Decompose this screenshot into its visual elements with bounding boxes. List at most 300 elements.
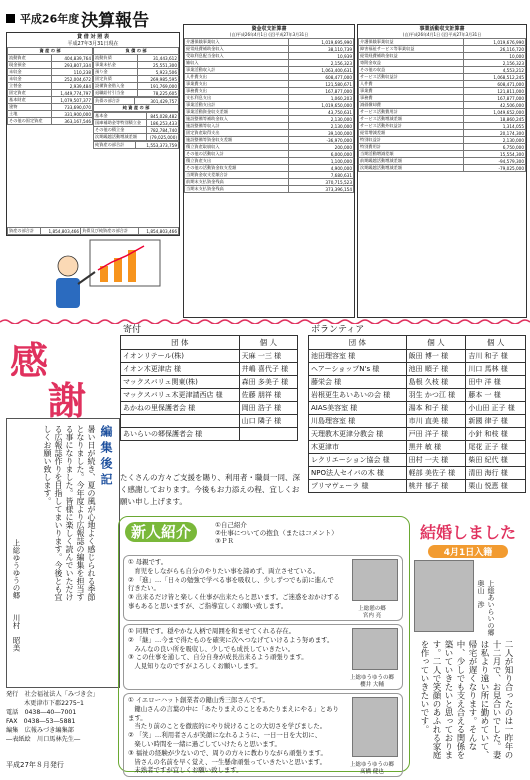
activity-row-cell: 1,068,512,245 — [464, 74, 526, 81]
net-asset-row-cell: その他の積立金 — [94, 127, 147, 134]
net-asset-row-cell: 782,784,740 — [146, 127, 178, 134]
couple-photo — [414, 560, 474, 632]
volunteer-row-cell: 黒井 敏 様 — [406, 441, 466, 454]
asset-row-cell: 未収金 — [8, 76, 52, 83]
fund-row — [185, 102, 354, 109]
activity-row-cell: 608,471,000 — [464, 81, 526, 88]
publisher-info — [6, 690, 118, 750]
total-all-label: 負債及び純資産の部合計 — [81, 228, 139, 235]
volunteer-row-cell: NPO法人セイバの木 様 — [309, 467, 407, 480]
activity-row-cell: 4,553,212 — [464, 67, 526, 74]
volunteer-row — [309, 480, 526, 493]
fund-row — [185, 186, 354, 193]
activity-table — [358, 38, 526, 172]
liabilities-header: 負 債 の 部 — [94, 48, 179, 55]
fund-row-cell: 受取利息配当金収入 — [185, 53, 289, 60]
fund-statement — [183, 24, 355, 318]
publisher-name: 社会福祉法人「みづき会」 — [24, 691, 99, 698]
fund-row — [185, 39, 354, 46]
fund-row-cell: 事業活動収入計 — [185, 67, 289, 74]
publisher-fax — [6, 717, 118, 726]
activity-row-cell: -79,025,000 — [464, 165, 526, 172]
volunteer-row-cell: 吉川 和子 様 — [466, 350, 526, 363]
activity-row — [359, 130, 526, 137]
activity-row-cell: 2,156,323 — [464, 60, 526, 67]
fund-row-cell: 施設整備等収入計 — [185, 123, 289, 130]
activity-row-cell: 当期活動増減差額 — [359, 151, 464, 158]
activity-row-cell: 寄附金収益 — [359, 60, 464, 67]
fund-statement-date: (自)平成26年4月1日 (至)平成27年3月31日 — [229, 32, 309, 37]
fund-row — [185, 165, 354, 172]
fund-row — [185, 137, 354, 144]
liability-row-cell: 退職給付引当金 — [94, 90, 138, 97]
shinjin-line: 皆さんの名前を早く覚え、一生懸命頑張っていきたいと思います。 — [128, 757, 326, 766]
asset-row-cell: 363,167,546 — [52, 118, 93, 125]
shinjin-line: 楽しい時間を一緒に過ごしていけたらと思います。 — [128, 739, 281, 748]
donation-row-cell: イオンリテール(株) — [121, 350, 240, 363]
staff-caption: 上総ゆうゆうの郷 櫻井 大輔 — [349, 675, 394, 688]
activity-row — [359, 102, 526, 109]
activity-row-cell: 6,750,000 — [464, 144, 526, 151]
fund-row-cell: 373,396,154 — [288, 186, 353, 193]
donation-row — [121, 415, 298, 428]
volunteer-row — [309, 428, 526, 441]
donation-row — [121, 350, 298, 363]
net-total — [93, 141, 179, 149]
net-asset-row-cell: 国庫補助金等特別積立金 — [94, 120, 147, 127]
activity-row-cell: 前期繰越活動増減差額 — [359, 158, 464, 165]
fund-row-cell: 雑収入 — [185, 60, 289, 67]
liability-row — [94, 83, 179, 90]
volunteer-row-cell: 島根 久枝 様 — [406, 376, 466, 389]
asset-row-cell: 基本財産 — [8, 97, 52, 104]
kekkon-title: 結婚しました — [419, 523, 516, 542]
volunteer-row — [309, 454, 526, 467]
staff-photo — [352, 697, 398, 757]
liability-row-cell: 設備資金借入金 — [94, 83, 138, 90]
activity-row-cell: 特別収益計 — [359, 137, 464, 144]
activity-row-cell: 障害福祉サービス等事業収益 — [359, 46, 464, 53]
donation-row-cell: 岡田 浩子 様 — [239, 402, 297, 415]
staff-photo — [352, 628, 398, 670]
volunteer-row-cell: 小山田 正子 様 — [466, 402, 526, 415]
shinjin-line: 育児をしながらも自分のやりたい事を諦めず、両立させている。 — [128, 566, 320, 575]
kansha-char-1: 感 — [10, 338, 49, 383]
donations-person-header: 個 人 — [239, 336, 297, 350]
donation-row — [121, 389, 298, 402]
issue-date: 平成27年８月発行 — [6, 761, 64, 769]
asset-row-cell: 293,807,334 — [52, 62, 93, 69]
liabilities-total — [93, 97, 179, 112]
volunteer-row-cell: 戸田 洋子 様 — [406, 428, 466, 441]
activity-row-cell: 介護保険事業収益 — [359, 39, 464, 46]
liability-row-cell: 5,923,506 — [138, 69, 179, 76]
shinjin-header — [125, 521, 197, 542]
fund-row-cell: 事務費支出 — [185, 88, 289, 95]
activity-row-cell: その他の収益 — [359, 67, 464, 74]
volunteer-row-cell: 藤栄会 様 — [309, 376, 407, 389]
net-asset-row-cell: 186,253,433 — [146, 120, 178, 127]
asset-row-cell: 252,004,672 — [52, 76, 93, 83]
shinjin-line: ② 「進」…「日々の勉強で学べる事を吸収し、少しずつでも前に進んで行きたい。 — [128, 575, 334, 593]
total-net-value: 1,553,373,759 — [135, 142, 178, 149]
fund-row-cell: 1,019,695,990 — [288, 39, 353, 46]
fund-row-cell: 当期資金収支差額合計 — [185, 172, 289, 179]
volunteer-row — [309, 402, 526, 415]
volunteers-title: ボランティア — [311, 325, 365, 335]
asset-row — [8, 62, 93, 69]
volunteers-group-header: 団 体 — [309, 336, 407, 350]
net-asset-row-cell: 次期繰越活動増減差額 — [94, 134, 147, 141]
activity-row-cell: 1,314,055 — [464, 123, 526, 130]
balance-sheet-title: 貸 借 対 照 表 — [77, 34, 109, 40]
activity-row — [359, 144, 526, 151]
donation-row — [121, 402, 298, 415]
fund-row-cell: 施設整備等補助金収入 — [185, 116, 289, 123]
shinjin-people — [123, 555, 403, 780]
shinjin-line: ③ 福祉の経験が少ないので、周りの方々に教わりながら頑張ります。 — [128, 748, 327, 757]
volunteer-row-cell: 尾花 正子 様 — [466, 441, 526, 454]
fund-row — [185, 67, 354, 74]
liability-row — [94, 55, 179, 62]
fund-row-cell: 167,877,000 — [288, 88, 353, 95]
activity-statement-date: (自)平成26年4月1日 (至)平成27年3月31日 — [402, 32, 482, 37]
fund-row-cell: 39,100,000 — [288, 130, 353, 137]
liability-row — [94, 76, 179, 83]
fund-row — [185, 130, 354, 137]
asset-row-cell: 立替金 — [8, 83, 52, 90]
activity-row — [359, 158, 526, 165]
volunteer-row-cell: 桃井 郁子 様 — [406, 480, 466, 493]
volunteer-row-cell: 池田理容室 様 — [309, 350, 407, 363]
liability-row-cell: 78,225,605 — [138, 90, 179, 97]
asset-row-cell: 1,449,774,797 — [52, 90, 93, 97]
activity-row — [359, 81, 526, 88]
shinjin-person — [123, 693, 403, 777]
fund-row-cell: 1,100,000 — [288, 158, 353, 165]
volunteer-row-cell: プリマヴェーラ 様 — [309, 480, 407, 493]
activity-row — [359, 123, 526, 130]
fund-row — [185, 123, 354, 130]
fund-row-cell: 前期末支払資金残高 — [185, 179, 289, 186]
donations-section — [120, 322, 300, 441]
liability-row — [94, 90, 179, 97]
fund-row-cell: その他の活動収入計 — [185, 151, 289, 158]
activity-row — [359, 137, 526, 144]
total-all-value: 1,854,803,466 — [139, 228, 179, 235]
staff-photo — [352, 559, 398, 601]
asset-row-cell: 建物 — [8, 104, 52, 111]
fund-row — [185, 60, 354, 67]
net-asset-row-cell: (79,025,000) — [146, 134, 178, 141]
net-asset-row — [94, 120, 179, 127]
donation-row — [121, 376, 298, 389]
asset-row — [8, 90, 93, 97]
activity-statement — [357, 24, 527, 318]
editorial-text: 暑い日が続き、夏の風が心地よく感じられる季節となりました。今年度より広報誌の編集を担当する事になりました。皆様に楽しく読んでいただける広報誌作りを目指してまいります。今後とも宜しくお願い致します。 — [43, 425, 96, 601]
activity-row — [359, 53, 526, 60]
shinjin-person-text — [128, 558, 340, 618]
activity-row — [359, 116, 526, 123]
activity-row-cell: 42,506,000 — [464, 102, 526, 109]
fund-row-cell: 2,156,323 — [288, 60, 353, 67]
volunteer-row-cell: AIAS美容室 様 — [309, 402, 407, 415]
activity-row — [359, 109, 526, 116]
fund-row-cell: 積立資産取崩収入 — [185, 144, 289, 151]
shinjin-person-text — [128, 696, 340, 774]
fund-row-cell: 事業活動資金収支差額 — [185, 109, 289, 116]
donations-group-header: 団 体 — [121, 336, 240, 350]
shinjin-line: ① 同期です。穏やかな人柄で周囲を和ませてくれる存在。 — [128, 627, 296, 635]
asset-row-cell: 1,079,507,377 — [52, 97, 93, 104]
net-assets-header: 純 資 産 の 部 — [94, 105, 179, 112]
balance-sheet — [6, 32, 180, 236]
legend-item: ③ＰＲ — [215, 537, 234, 545]
fund-row — [185, 53, 354, 60]
fund-row — [185, 81, 354, 88]
report-era: 平成26年度 — [19, 12, 80, 26]
fund-row — [185, 116, 354, 123]
activity-row-cell: 167,877,000 — [464, 95, 526, 102]
asset-row-cell: 331,900,000 — [52, 111, 93, 118]
activity-row-cell: 18,860,245 — [464, 116, 526, 123]
volunteers-person1-header: 個 人 — [406, 336, 466, 350]
volunteer-row-cell: 市川 直美 様 — [406, 415, 466, 428]
activity-row-cell: 2,130,000 — [464, 137, 526, 144]
fax-label: FAX — [6, 718, 18, 725]
asset-row-cell: その他の固定資産 — [8, 118, 52, 125]
activity-row — [359, 46, 526, 53]
shinjin-line: ③ この仕事を通して、自分自身が成長出来るよう頑張ります。 — [128, 653, 308, 662]
kekkon-section — [410, 520, 526, 770]
fund-row-cell: 経常経費補助金収入 — [185, 46, 289, 53]
asset-row — [8, 69, 93, 76]
total-liab-value: 301,429,757 — [135, 98, 179, 105]
activity-row — [359, 39, 526, 46]
legend-item: ①自己紹介 — [215, 521, 247, 529]
activity-row-cell: サービス活動費用計 — [359, 109, 464, 116]
fund-row — [185, 179, 354, 186]
donation-row-cell: 森田 多美子 様 — [239, 376, 297, 389]
liability-row-cell: 31,443,612 — [138, 55, 179, 62]
volunteers-person2-header: 個 人 — [466, 336, 526, 350]
donation-row-cell: 山口 隣子 様 — [239, 415, 297, 428]
volunteer-row-cell: 栗山 悦恵 様 — [466, 480, 526, 493]
asset-row-cell: 110,238 — [52, 69, 93, 76]
asset-row — [8, 111, 93, 118]
donation-row — [121, 428, 298, 441]
activity-row-cell: 20,174,300 — [464, 130, 526, 137]
fund-row-cell: 121,580,671 — [288, 81, 353, 88]
activity-statement-title: 事業活動収支計算書 — [419, 26, 465, 32]
kansha-heading — [10, 330, 90, 423]
staff-caption: 上総ゆうゆうの郷 髙橋 健也 — [349, 762, 394, 775]
volunteer-row-cell: 藤本 一 様 — [466, 389, 526, 402]
net-asset-row — [94, 134, 179, 141]
donation-row-cell: イオン木更津店 様 — [121, 363, 240, 376]
activity-row — [359, 60, 526, 67]
liability-row — [94, 62, 179, 69]
shinjin-line: ② 「継」…今まで得たものを確実に次へつなげていけるよう努めます。 — [128, 635, 334, 644]
fund-table — [184, 38, 354, 193]
fund-row-cell: 608,477,000 — [288, 74, 353, 81]
total-liab-label: 負債の部合計 — [94, 98, 135, 105]
volunteer-row-cell: 柴田 紀代 様 — [466, 454, 526, 467]
asset-row-cell: 733,690,070 — [52, 104, 93, 111]
donation-row-cell: マックスバリュ関東(株) — [121, 376, 240, 389]
assets-table — [7, 47, 93, 125]
total-net-label: 純資産の部合計 — [94, 142, 136, 149]
presenter-illustration — [40, 236, 180, 316]
asset-row-cell: 現金預金 — [8, 62, 52, 69]
shinjin-person-text — [128, 627, 340, 687]
activity-row — [359, 74, 526, 81]
activity-row — [359, 88, 526, 95]
shinjin-line: 未熟者ですが宜しくお願い致します。 — [128, 766, 243, 774]
volunteer-row-cell: 木更津市 — [309, 441, 407, 454]
fund-row-cell: 38,110,739 — [288, 46, 353, 53]
fund-row-cell: 200,000 — [288, 144, 353, 151]
activity-row-cell: 15,554,300 — [464, 151, 526, 158]
volunteer-row-cell: 川島理容室 様 — [309, 415, 407, 428]
fund-row-cell: その他の活動資金収支差額 — [185, 165, 289, 172]
assets-header: 資 産 の 部 — [8, 48, 93, 55]
total-assets-value: 1,854,803,466 — [41, 228, 81, 235]
asset-row-cell: 2,939,484 — [52, 83, 93, 90]
asset-row — [8, 97, 93, 104]
publisher-label: 発行 — [6, 691, 19, 698]
square-bullet-icon — [6, 14, 15, 23]
shinjin-line: ③ 出来るだけ皆と楽しく仕事が出来たらと思います。ご迷惑をおかけする事もあると思いますが、ご指導宜しくお願い致します。 — [128, 593, 340, 610]
liabilities-table — [93, 47, 179, 97]
edit-label: 編集 — [6, 727, 19, 734]
liability-row-cell: 25,551,300 — [138, 62, 179, 69]
net-asset-row — [94, 113, 179, 120]
volunteer-row-cell: 新國 律子 様 — [466, 415, 526, 428]
net-assets-table — [93, 112, 179, 141]
fund-row-cell: 介護保険事業収入 — [185, 39, 289, 46]
liability-row-cell: 固定負債 — [94, 76, 138, 83]
activity-row — [359, 165, 526, 172]
fund-row-cell: 4,900,000 — [288, 165, 353, 172]
volunteer-row-cell: 池田 順子 様 — [406, 363, 466, 376]
liability-row-cell: 191,769,000 — [138, 83, 179, 90]
asset-row — [8, 83, 93, 90]
fund-row — [185, 151, 354, 158]
asset-row-cell: 流動資産 — [8, 55, 52, 62]
asset-row-cell: 未収金 — [8, 69, 52, 76]
fund-row-cell: 人件費支出 — [185, 74, 289, 81]
fund-row-cell: 10,939 — [288, 53, 353, 60]
activity-row-cell: 10,000 — [464, 53, 526, 60]
editorial-title: 編集後記 — [99, 425, 113, 489]
liability-row — [94, 69, 179, 76]
activity-row-cell: 次期繰越活動増減差額 — [359, 165, 464, 172]
volunteer-row-cell: 田中 洋 様 — [466, 376, 526, 389]
liability-row-cell: 269,985,595 — [138, 76, 179, 83]
volunteer-row — [309, 376, 526, 389]
net-asset-row-cell: 基本金 — [94, 113, 147, 120]
fund-row — [185, 74, 354, 81]
donation-row — [121, 363, 298, 376]
fund-row-cell: 固定資産取得支出 — [185, 130, 289, 137]
activity-row — [359, 95, 526, 102]
volunteer-row-cell: ヘアーショップN's 様 — [309, 363, 407, 376]
volunteer-row-cell: 田村 一夫 様 — [406, 454, 466, 467]
volunteer-row-cell: レクリエーション協会 様 — [309, 454, 407, 467]
liability-row-cell: 事業未払金 — [94, 62, 138, 69]
activity-row-cell: 1,049,652,000 — [464, 109, 526, 116]
activity-row-cell: 特別費用計 — [359, 144, 464, 151]
fund-row-cell: 1,063,400,631 — [288, 67, 353, 74]
volunteer-row — [309, 363, 526, 376]
volunteer-row-cell: 湯本 和子 様 — [406, 402, 466, 415]
donation-row-cell: 井嶋 喜代子 様 — [239, 363, 297, 376]
volunteer-row-cell: 川口 馬林 様 — [466, 363, 526, 376]
publisher-edit — [6, 726, 118, 735]
activity-row-cell: 減価償却費 — [359, 102, 464, 109]
net-asset-row — [94, 127, 179, 134]
fund-row-cell: 施設整備等資金収支差額 — [185, 137, 289, 144]
volunteer-row — [309, 350, 526, 363]
kekkon-author: 上総あいらいの郷 奥山 渉 — [477, 580, 495, 643]
fund-row-cell: 事業費支出 — [185, 81, 289, 88]
liability-row-cell: 流動負債 — [94, 55, 138, 62]
volunteer-row-cell: 軽部 美佐子 様 — [406, 467, 466, 480]
fund-row-cell: 6,000,000 — [288, 151, 353, 158]
donation-row-cell: 佐藤 朋祥 様 — [239, 389, 297, 402]
staff-caption: 上総憩の郷 宮内 亮 — [358, 606, 386, 619]
donations-title: 寄付 — [123, 325, 142, 335]
tel-label: 電話 — [6, 709, 19, 716]
asset-row — [8, 118, 93, 125]
kekkon-text: 二人が知り合ったのは一昨年の十二月で、お見合いでした。妻は私より遠い所に勤めていて、帰宅が遅くなります。そんな中、少しでも支え合える関係を築いていきたいと思っております。二人で笑顔のあふれる家庭を作っていきたいです。 — [419, 640, 513, 759]
fund-row-cell: 7,680,631 — [288, 172, 353, 179]
donation-row-cell: マックスバリュ木更津請西店 様 — [121, 389, 240, 402]
shinjin-line: 当たり前のことを徹底的にやり続けることの大切さを学びました。 — [128, 722, 327, 731]
fund-row-cell: 1,019,650,000 — [288, 102, 353, 109]
activity-row-cell: 121,811,000 — [464, 88, 526, 95]
presenter-chart-icon — [40, 236, 180, 316]
total-assets-label: 資産の部合計 — [8, 228, 41, 235]
cover-credit: ―表紙絵 川口馬林先生― — [6, 736, 81, 743]
fund-row — [185, 158, 354, 165]
activity-row-cell: 経常経費補助金収益 — [359, 53, 464, 60]
activity-row-cell: サービス活動外収益計 — [359, 123, 464, 130]
volunteer-row-cell: 小針 和枝 様 — [466, 428, 526, 441]
asset-row-cell: 固定資産 — [8, 90, 52, 97]
volunteers-table — [308, 335, 526, 493]
volunteer-row — [309, 467, 526, 480]
shinjin-title: 新人紹介 — [125, 522, 197, 542]
donation-row-cell — [239, 428, 297, 441]
activity-row-cell: 事務費 — [359, 95, 464, 102]
activity-row-cell: 26,116,720 — [464, 46, 526, 53]
shinjin-line: 鍵山さんの言葉の中に「あたりまえのことをあたりまえにやる」とあります。 — [128, 704, 339, 722]
volunteer-row-cell: 飯田 博一 様 — [406, 350, 466, 363]
activity-row-cell: 1,019,676,990 — [464, 39, 526, 46]
fund-row-cell: 事業活動支出計 — [185, 102, 289, 109]
fund-row-cell: -36,970,000 — [288, 137, 353, 144]
volunteer-row — [309, 415, 526, 428]
fund-row-cell: 当期末支払資金残高 — [185, 186, 289, 193]
balance-sheet-date: 平成27年3月31日現在 — [67, 41, 119, 47]
activity-row-cell: -94,579,300 — [464, 158, 526, 165]
fund-row-cell: 43,750,631 — [288, 109, 353, 116]
publisher-address: 木更津市下郡2275ｰ1 — [24, 700, 84, 707]
activity-row — [359, 67, 526, 74]
volunteer-row — [309, 441, 526, 454]
